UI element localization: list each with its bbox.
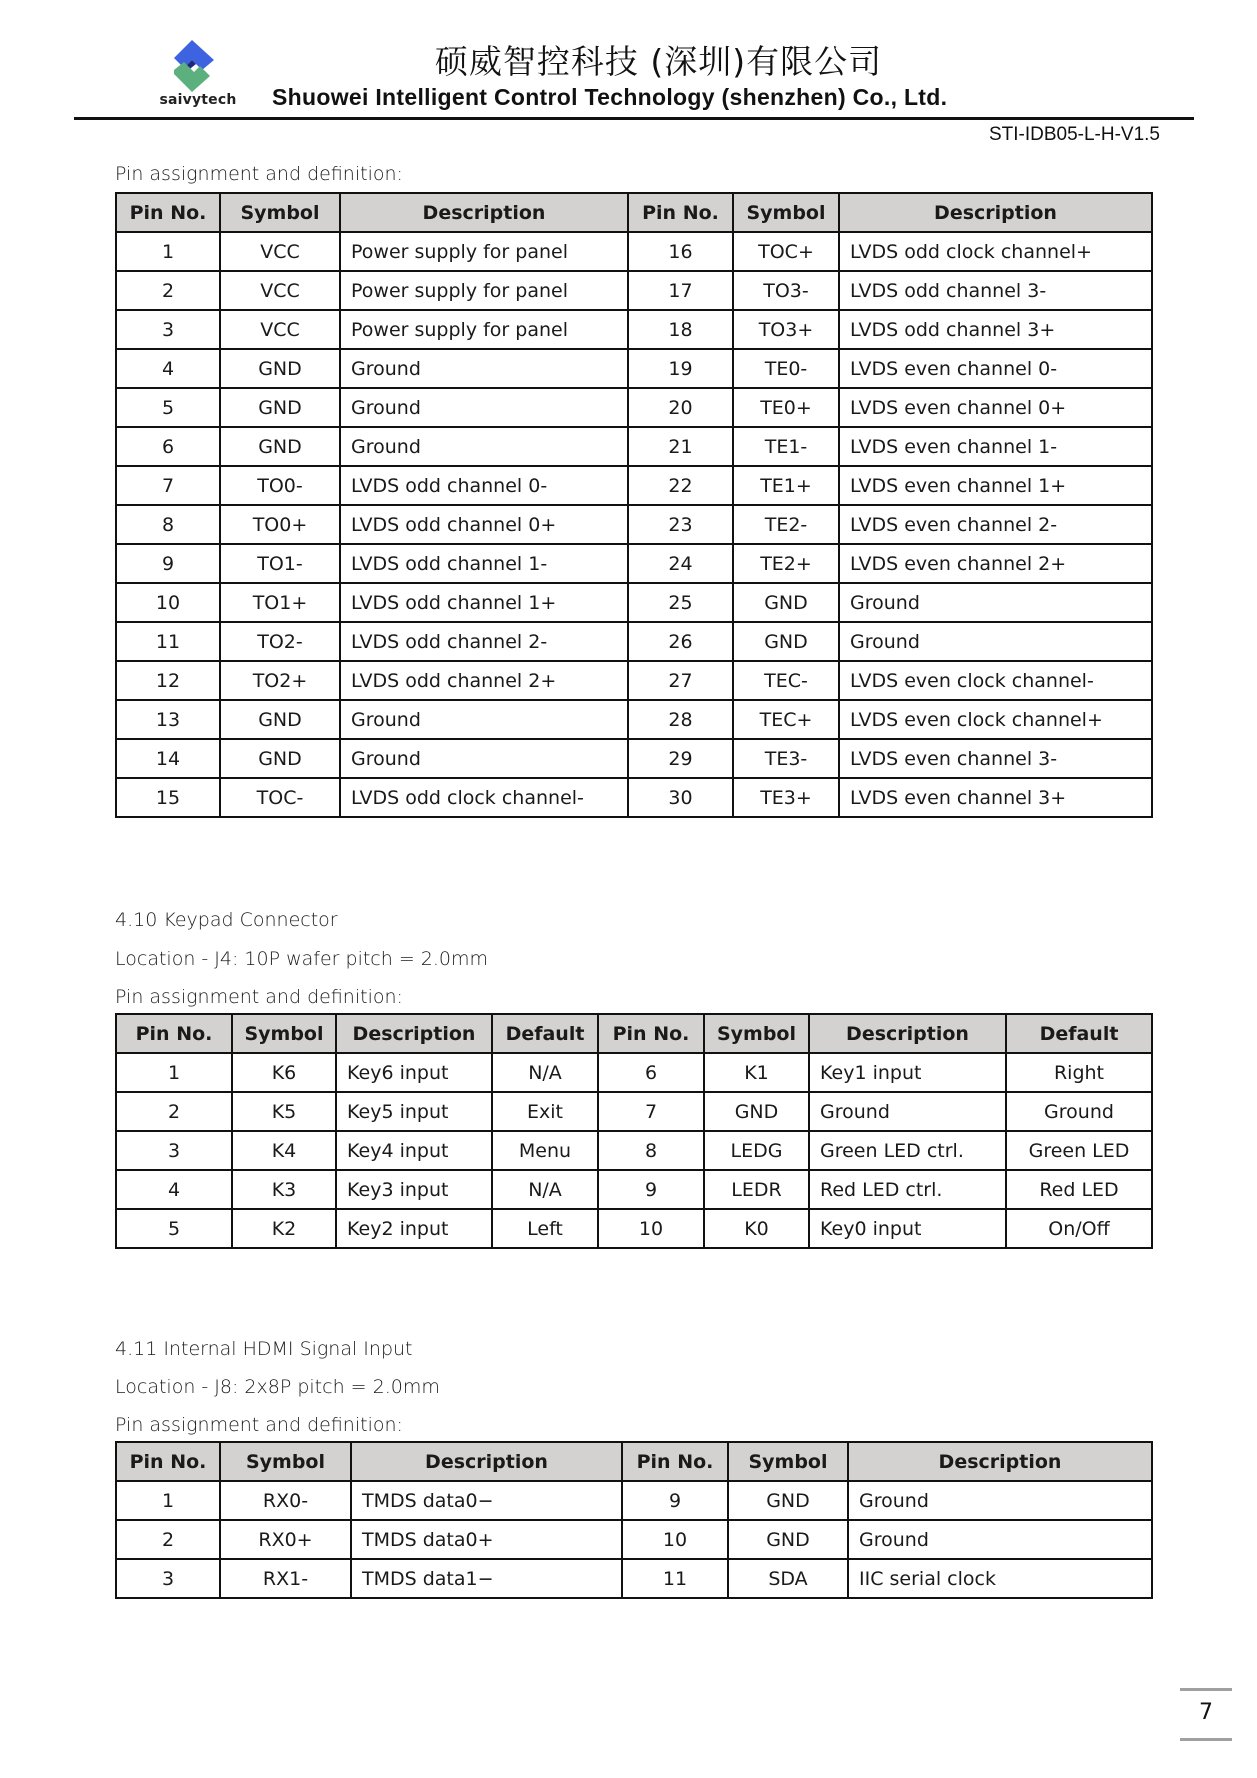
table-cell: 6 — [116, 427, 220, 466]
table-cell: RX0- — [220, 1481, 351, 1520]
table-row — [116, 466, 1152, 505]
table-cell: GND — [220, 427, 340, 466]
table-cell: TO2+ — [220, 661, 340, 700]
table-cell: 1 — [116, 1053, 232, 1092]
table-cell: TO3+ — [733, 310, 839, 349]
logo-wordmark: saivytech — [159, 92, 237, 108]
table-cell: 7 — [116, 466, 220, 505]
table-cell: Green LED ctrl. — [809, 1131, 1006, 1170]
table-cell: Ground — [340, 700, 628, 739]
table-cell: 12 — [116, 661, 220, 700]
table-cell: 21 — [628, 427, 733, 466]
table-cell: LVDS even clock channel- — [839, 661, 1152, 700]
hdmi-intro: Pin assignment and definition: — [115, 1414, 403, 1436]
column-header: Symbol — [220, 1442, 351, 1481]
column-header: Symbol — [733, 193, 839, 232]
table-cell: Right — [1006, 1053, 1152, 1092]
table-cell: TE0- — [733, 349, 839, 388]
table-cell: TO1- — [220, 544, 340, 583]
table-cell: 3 — [116, 1559, 220, 1598]
column-header: Description — [351, 1442, 622, 1481]
table-cell: LVDS odd channel 2- — [340, 622, 628, 661]
table-cell: LVDS even clock channel+ — [839, 700, 1152, 739]
column-header: Symbol — [220, 193, 340, 232]
column-header: Description — [848, 1442, 1152, 1481]
column-header: Symbol — [232, 1014, 336, 1053]
table-cell: LVDS odd channel 3- — [839, 271, 1152, 310]
table-cell: TO1+ — [220, 583, 340, 622]
table-cell: 22 — [628, 466, 733, 505]
table-cell: TO0+ — [220, 505, 340, 544]
table-cell: TE3+ — [733, 778, 839, 817]
table-cell: TO3- — [733, 271, 839, 310]
table-cell: 3 — [116, 310, 220, 349]
table-cell: Key0 input — [809, 1209, 1006, 1248]
table-row — [116, 661, 1152, 700]
hdmi-pin-table — [115, 1441, 1153, 1599]
table-cell: 13 — [116, 700, 220, 739]
table-cell: Ground — [848, 1520, 1152, 1559]
table-row — [116, 505, 1152, 544]
table-cell: Green LED — [1006, 1131, 1152, 1170]
table-cell: TEC+ — [733, 700, 839, 739]
table-cell: 8 — [598, 1131, 704, 1170]
table-cell: 15 — [116, 778, 220, 817]
table-cell: LVDS odd channel 1- — [340, 544, 628, 583]
table-cell: LVDS even channel 0+ — [839, 388, 1152, 427]
table-cell: TO2- — [220, 622, 340, 661]
column-header: Symbol — [704, 1014, 809, 1053]
table-row — [116, 1481, 1152, 1520]
table-cell: 4 — [116, 1170, 232, 1209]
table-cell: Ground — [809, 1092, 1006, 1131]
column-header: Pin No. — [116, 1014, 232, 1053]
table-cell: 1 — [116, 232, 220, 271]
table-row — [116, 700, 1152, 739]
table-cell: LVDS odd channel 0+ — [340, 505, 628, 544]
column-header: Description — [336, 1014, 492, 1053]
table-cell: Ground — [340, 427, 628, 466]
page-number-rule-bottom — [1180, 1738, 1232, 1741]
column-header: Pin No. — [622, 1442, 728, 1481]
table-cell: 23 — [628, 505, 733, 544]
table-cell: 2 — [116, 271, 220, 310]
table-cell: LVDS odd channel 0- — [340, 466, 628, 505]
table-cell: Key3 input — [336, 1170, 492, 1209]
column-header: Pin No. — [628, 193, 733, 232]
table-row — [116, 232, 1152, 271]
column-header: Default — [1006, 1014, 1152, 1053]
hdmi-location: Location - J8: 2x8P pitch = 2.0mm — [115, 1376, 440, 1398]
table-header-row — [116, 193, 1152, 232]
table-cell: TOC+ — [733, 232, 839, 271]
column-header: Description — [839, 193, 1152, 232]
table-cell: 1 — [116, 1481, 220, 1520]
column-header: Description — [809, 1014, 1006, 1053]
table-cell: 11 — [116, 622, 220, 661]
table-cell: LVDS even channel 2- — [839, 505, 1152, 544]
table-cell: TMDS data0+ — [351, 1520, 622, 1559]
table-cell: GND — [733, 622, 839, 661]
keypad-intro: Pin assignment and definition: — [115, 986, 403, 1008]
table-cell: K0 — [704, 1209, 809, 1248]
page-header — [0, 0, 1257, 145]
table-cell: Ground — [839, 583, 1152, 622]
table-cell: 8 — [116, 505, 220, 544]
table-row — [116, 349, 1152, 388]
table-row — [116, 544, 1152, 583]
table-cell: 4 — [116, 349, 220, 388]
table-cell: LVDS even channel 1- — [839, 427, 1152, 466]
table-cell: Ground — [340, 349, 628, 388]
table-cell: K4 — [232, 1131, 336, 1170]
table-cell: TE1+ — [733, 466, 839, 505]
column-header: Description — [340, 193, 628, 232]
table-cell: LVDS even channel 1+ — [839, 466, 1152, 505]
table-cell: SDA — [728, 1559, 848, 1598]
lvds-pin-table — [115, 192, 1153, 818]
table-cell: On/Off — [1006, 1209, 1152, 1248]
table-cell: LVDS even channel 2+ — [839, 544, 1152, 583]
table-cell: LEDR — [704, 1170, 809, 1209]
document-code: STI-IDB05-L-H-V1.5 — [988, 124, 1160, 145]
table-cell: TO0- — [220, 466, 340, 505]
table-cell: 2 — [116, 1092, 232, 1131]
table-row — [116, 622, 1152, 661]
table-cell: 2 — [116, 1520, 220, 1559]
table-cell: Red LED ctrl. — [809, 1170, 1006, 1209]
table-cell: 6 — [598, 1053, 704, 1092]
table-cell: TOC- — [220, 778, 340, 817]
table-cell: VCC — [220, 271, 340, 310]
table-cell: LEDG — [704, 1131, 809, 1170]
table-cell: 19 — [628, 349, 733, 388]
table-cell: K3 — [232, 1170, 336, 1209]
page-number-box — [1180, 1688, 1232, 1728]
table-cell: Menu — [492, 1131, 598, 1170]
table-cell: Red LED — [1006, 1170, 1152, 1209]
page-number: 7 — [1199, 1700, 1213, 1725]
table-cell: Ground — [340, 388, 628, 427]
table-cell: Ground — [839, 622, 1152, 661]
table-cell: Ground — [848, 1481, 1152, 1520]
table-cell: TE2- — [733, 505, 839, 544]
table-cell: 25 — [628, 583, 733, 622]
table-row — [116, 1209, 1152, 1248]
company-name-chinese: 硕威智控科技 (深圳)有限公司 — [434, 42, 883, 81]
table-cell: GND — [728, 1520, 848, 1559]
table-row — [116, 1559, 1152, 1598]
table-cell: 9 — [116, 544, 220, 583]
table-cell: Key4 input — [336, 1131, 492, 1170]
table-cell: 11 — [622, 1559, 728, 1598]
table-cell: GND — [220, 388, 340, 427]
table-cell: LVDS even channel 3- — [839, 739, 1152, 778]
table-row — [116, 271, 1152, 310]
column-header: Pin No. — [598, 1014, 704, 1053]
table-cell: VCC — [220, 232, 340, 271]
table-cell: N/A — [492, 1170, 598, 1209]
table-cell: TE3- — [733, 739, 839, 778]
table-cell: K1 — [704, 1053, 809, 1092]
table-row — [116, 739, 1152, 778]
table-cell: Ground — [340, 739, 628, 778]
table-cell: 29 — [628, 739, 733, 778]
company-name-english: Shuowei Intelligent Control Technology (shenzhen) Co., Ltd. — [272, 84, 948, 110]
keypad-pin-table — [115, 1013, 1153, 1249]
table-cell: GND — [220, 739, 340, 778]
keypad-section-title: 4.10 Keypad Connector — [115, 909, 338, 931]
table-row — [116, 388, 1152, 427]
table-cell: TMDS data0− — [351, 1481, 622, 1520]
table-row — [116, 1053, 1152, 1092]
table-cell: 3 — [116, 1131, 232, 1170]
table-cell: Key6 input — [336, 1053, 492, 1092]
page-number-rule-top — [1180, 1688, 1232, 1691]
table-cell: 16 — [628, 232, 733, 271]
table-cell: GND — [220, 349, 340, 388]
table-cell: 28 — [628, 700, 733, 739]
table-row — [116, 427, 1152, 466]
table-cell: 9 — [622, 1481, 728, 1520]
table-cell: K6 — [232, 1053, 336, 1092]
table-cell: 9 — [598, 1170, 704, 1209]
table-cell: 17 — [628, 271, 733, 310]
table-cell: 20 — [628, 388, 733, 427]
table-cell: Ground — [1006, 1092, 1152, 1131]
table-cell: 14 — [116, 739, 220, 778]
table-cell: Left — [492, 1209, 598, 1248]
table-cell: GND — [704, 1092, 809, 1131]
table-cell: IIC serial clock — [848, 1559, 1152, 1598]
table-cell: TE2+ — [733, 544, 839, 583]
column-header: Symbol — [728, 1442, 848, 1481]
table-cell: N/A — [492, 1053, 598, 1092]
table-row — [116, 583, 1152, 622]
table-cell: 27 — [628, 661, 733, 700]
table-cell: 30 — [628, 778, 733, 817]
table-cell: RX0+ — [220, 1520, 351, 1559]
table-cell: 10 — [598, 1209, 704, 1248]
table-row — [116, 1520, 1152, 1559]
table-cell: 5 — [116, 1209, 232, 1248]
table-cell: LVDS odd clock channel- — [340, 778, 628, 817]
table-cell: Key1 input — [809, 1053, 1006, 1092]
column-header: Default — [492, 1014, 598, 1053]
table-cell: 10 — [622, 1520, 728, 1559]
column-header: Pin No. — [116, 193, 220, 232]
table-row — [116, 310, 1152, 349]
table-cell: K2 — [232, 1209, 336, 1248]
table-cell: RX1- — [220, 1559, 351, 1598]
header-divider — [74, 117, 1194, 120]
table-row — [116, 1170, 1152, 1209]
table-row — [116, 1131, 1152, 1170]
table-cell: TE1- — [733, 427, 839, 466]
table-cell: 10 — [116, 583, 220, 622]
table-cell: Power supply for panel — [340, 310, 628, 349]
table-cell: 26 — [628, 622, 733, 661]
table-cell: 24 — [628, 544, 733, 583]
keypad-location: Location - J4: 10P wafer pitch = 2.0mm — [115, 948, 489, 970]
table-cell: Key2 input — [336, 1209, 492, 1248]
hdmi-section-title: 4.11 Internal HDMI Signal Input — [115, 1338, 413, 1360]
table-cell: GND — [733, 583, 839, 622]
table-cell: GND — [728, 1481, 848, 1520]
table-cell: TEC- — [733, 661, 839, 700]
table-header-row — [116, 1014, 1152, 1053]
table-cell: K5 — [232, 1092, 336, 1131]
table-cell: TE0+ — [733, 388, 839, 427]
table-cell: Key5 input — [336, 1092, 492, 1131]
table-cell: VCC — [220, 310, 340, 349]
table-row — [116, 778, 1152, 817]
table-cell: TMDS data1− — [351, 1559, 622, 1598]
table-cell: LVDS odd clock channel+ — [839, 232, 1152, 271]
table-cell: 18 — [628, 310, 733, 349]
table-cell: Exit — [492, 1092, 598, 1131]
table-cell: 5 — [116, 388, 220, 427]
table-cell: GND — [220, 700, 340, 739]
table-row — [116, 1092, 1152, 1131]
table-cell: Power supply for panel — [340, 271, 628, 310]
table-cell: 7 — [598, 1092, 704, 1131]
table-cell: LVDS even channel 3+ — [839, 778, 1152, 817]
table-cell: LVDS odd channel 1+ — [340, 583, 628, 622]
table-header-row — [116, 1442, 1152, 1481]
table-cell: LVDS even channel 0- — [839, 349, 1152, 388]
table-cell: LVDS odd channel 3+ — [839, 310, 1152, 349]
lvds-intro: Pin assignment and definition: — [115, 163, 403, 185]
column-header: Pin No. — [116, 1442, 220, 1481]
table-cell: Power supply for panel — [340, 232, 628, 271]
table-cell: LVDS odd channel 2+ — [340, 661, 628, 700]
